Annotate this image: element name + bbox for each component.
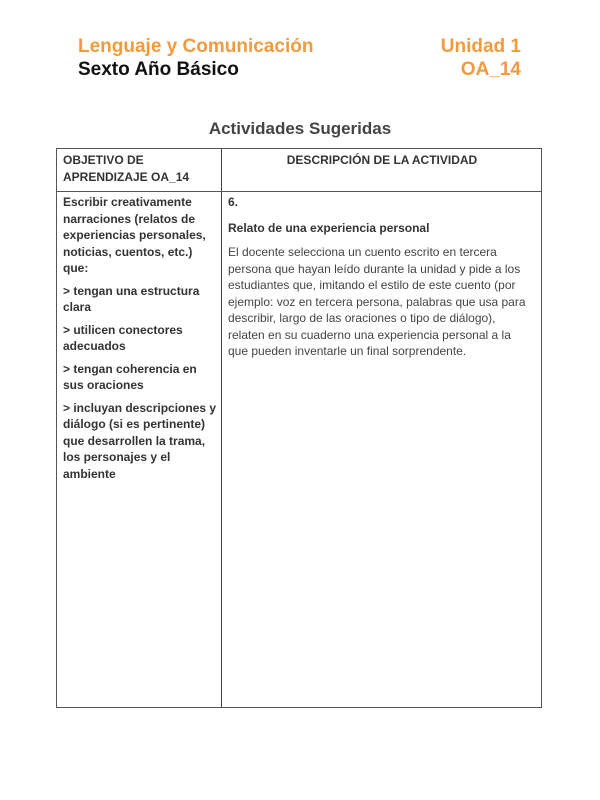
unit-label: Unidad 1	[440, 36, 521, 57]
grade-subtitle: Sexto Año Básico	[78, 59, 239, 80]
subject-title: Lenguaje y Comunicación	[78, 36, 314, 57]
objective-item: > incluyan descripciones y diálogo (si es pertinente) que desarrollen la trama, los personajes y el ambiente	[63, 400, 217, 481]
objective-item: > utilicen conectores adecuados	[63, 322, 183, 353]
header-row-divider	[57, 191, 541, 192]
header-description: DESCRIPCIÓN DE LA ACTIVIDAD	[286, 153, 478, 167]
column-divider	[221, 149, 222, 707]
header-objective: OBJETIVO DE APRENDIZAJE OA_14	[63, 153, 190, 184]
activity-cell	[228, 194, 534, 360]
objective-item: > tengan una estructura clara	[63, 283, 200, 314]
activity-description: El docente selecciona un cuento escrito en tercera persona que hayan leído durante la unidad y pide a los estudiantes que, imitando el estilo de este cuento (por ejemplo: voz en tercera persona, palabras que usa para describir, largo de las oraciones o tipo de diálogo), relaten en su cuaderno una experiencia personal a la que pueden inventarle un final sorprendente.	[228, 245, 526, 358]
objective-cell	[63, 194, 217, 488]
section-title: Actividades Sugeridas	[208, 119, 392, 138]
oa-code-label: OA_14	[460, 59, 521, 80]
activity-number: 6.	[228, 195, 239, 209]
activity-table	[56, 148, 542, 708]
objective-intro: Escribir creativamente narraciones (relatos de experiencias personales, noticias, cuentos, etc.) que:	[63, 195, 206, 275]
activity-title: Relato de una experiencia personal	[228, 220, 430, 235]
objective-item: > tengan coherencia en sus oraciones	[63, 361, 197, 392]
